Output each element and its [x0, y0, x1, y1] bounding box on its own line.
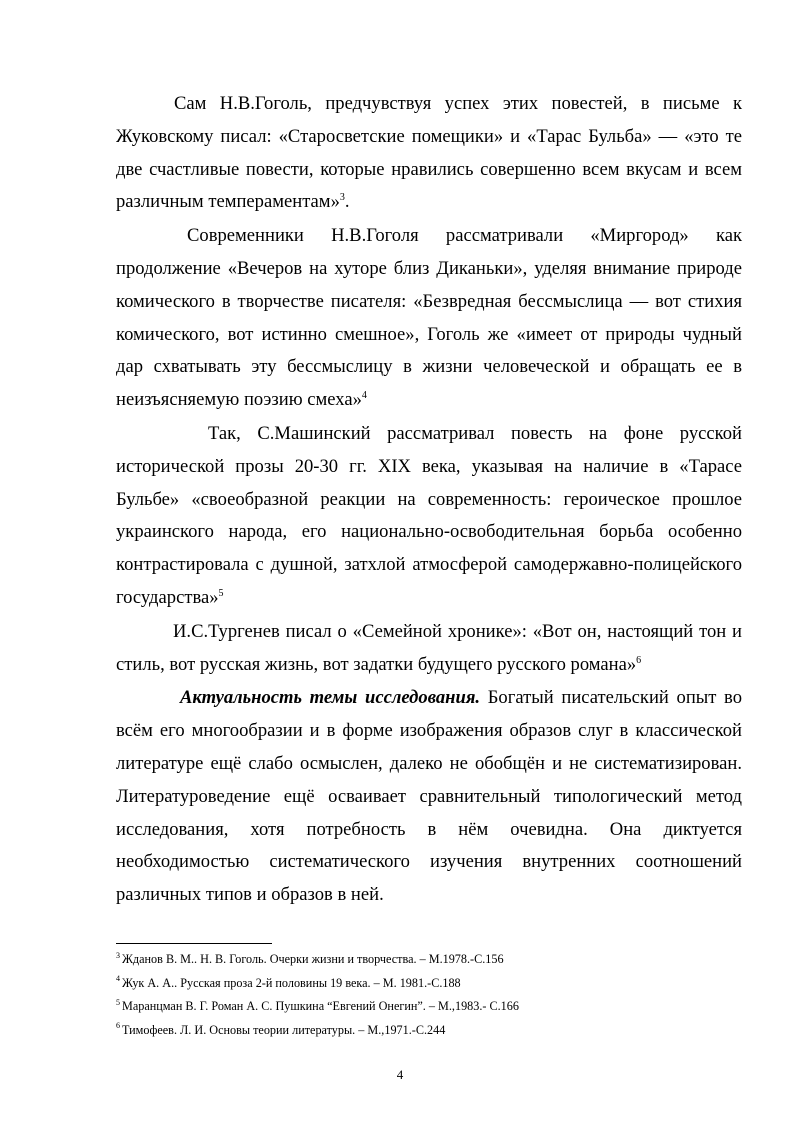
paragraph-contemporaries: [116, 220, 742, 417]
footnote-ref-6[interactable]: 6: [636, 654, 642, 666]
paragraph-text: Современники Н.В.Гоголя рассматривали «Миргород» как продолжение «Вечеров на хуторе близ Диканьки», уделяя внимание природе комического в творчестве писателя: «Безвредная бессмыслица — вот стихия комического, вот истинно смешное», Гоголь же «имеет от природы чудный дар схватывать эту бессмыслицу в жизни человеческой и обращать ее в неизъясняемую поэзию смеха»: [116, 225, 742, 411]
paragraph-tail: .: [344, 191, 350, 213]
footnote-number: 5: [116, 997, 120, 1007]
footnote-number: 6: [116, 1021, 120, 1031]
paragraph-text: Сам Н.В.Гоголь, предчувствуя успех этих повестей, в письме к Жуковскому писал: «Старосветские помещики» и «Тарас Бульба» — «это те две счастливые повести, которые нравились совершенно всем вкусам и всем различным темпераментам»: [116, 93, 742, 213]
paragraph-text: Так, С.Машинский рассматривал повесть на фоне русской исторической прозы 20-30 гг. XIX века, указывая на наличие в «Тарасе Бульбе» «своеобразной реакции на современность: героическое прошлое украинского народа, его национально-освободительная борьба особенно контрастировала с душной, затхлой атмосферой самодержавно-полицейского государства»: [116, 422, 742, 608]
footnote-text: Тимофеев. Л. И. Основы теории литературы. – М.,1971.-С.244: [122, 1022, 446, 1037]
paragraph-text: И.С.Тургенев писал о «Семейной хронике»: «Вот он, настоящий тон и стиль, вот русская жизнь, вот задатки будущего русского романа»: [116, 620, 742, 675]
footnote-separator: [116, 943, 272, 944]
paragraph-mashinsky: [116, 418, 742, 615]
footnote-number: 4: [116, 974, 120, 984]
page-number: 4: [396, 1067, 404, 1082]
footnote-ref-5[interactable]: 5: [218, 587, 224, 599]
footnote-text: Жданов В. М.. Н. В. Гоголь. Очерки жизни и творчества. – М.1978.-С.156: [122, 952, 504, 966]
footnote-text: Жук А. А.. Русская проза 2-й половины 19 века. – М. 1981.-С.188: [122, 975, 461, 990]
footnote-ref-4[interactable]: 4: [361, 389, 367, 401]
paragraph-relevance: [116, 682, 742, 912]
footnote-number: 3: [116, 950, 120, 960]
footnote-5: [116, 995, 742, 1019]
footnote-4: [116, 972, 742, 996]
footnotes: [116, 948, 742, 1042]
paragraph-turgenev: [116, 616, 742, 682]
body-text: [116, 88, 742, 913]
footnote-6: [116, 1019, 742, 1043]
paragraph-gogol-letter: [116, 88, 742, 219]
relevance-heading: Актуальность темы исследования.: [180, 687, 481, 709]
footnote-3: [116, 948, 742, 972]
paragraph-text: Богатый писательский опыт во всём его многообразии и в форме изображения образов слуг в классической литературе ещё слабо осмыслен, далеко не обобщён и не систематизирован. Литературоведение ещё осваивает сравнительный типологический метод исследования, хотя потребность в нём очевидна. Она диктуется необходимостью систематического изучения внутренних соотношений различных типов и образов в ней.: [116, 687, 743, 906]
footnote-ref-3[interactable]: 3: [339, 192, 345, 204]
footnote-text: Маранцман В. Г. Роман А. С. Пушкина “Евгений Онегин”. – М.,1983.- С.166: [122, 999, 519, 1013]
